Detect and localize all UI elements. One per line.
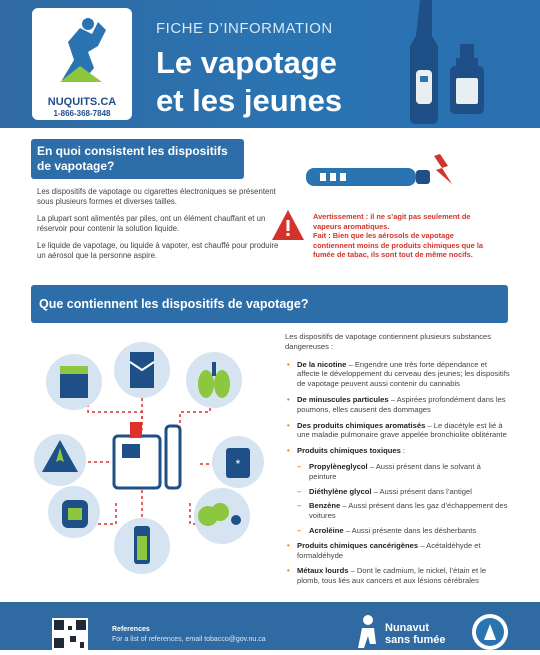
nunavut-seal-icon [472,614,508,650]
nuquits-figure-icon [32,8,132,94]
paragraph-2: La plupart sont alimentés par piles, ont un élément chauffant et un réservoir pour contenir la solution liquide. [37,214,266,233]
title-line-1: Le vapotage [156,45,337,80]
warning-triangle-icon [270,208,306,242]
substances-intro: Les dispositifs de vapotage contiennent plusieurs substances dangereuses : [285,332,492,351]
vape-mod-icon [114,422,180,488]
nuquits-logo[interactable] [32,8,132,120]
vape-pen-icon [300,148,460,192]
list-item: • Des produits chimiques aromatisés – Le diacétyle est lié à une maladie pulmonaire grave appelée bronchiolite oblitérante [287,420,507,440]
substances-list [285,332,510,592]
header-kicker: FICHE D’INFORMATION [156,20,333,37]
references-text[interactable]: For a list of references, email tobacco@gov.nu.ca [112,636,266,643]
list-item: • Produits chimiques toxiques : [287,446,406,456]
sub-list-item: – Propylèneglycol – Aussi présent dans le solvant à peinture [297,461,481,481]
qr-code[interactable] [52,618,88,650]
list-item: • De la nicotine – Engendre une très forte dépendance et affecte le développement du cerveau des jeunes; les dispositifs de vapotage peuvent aussi contenir du cannabis [287,359,510,389]
references-title: References [112,626,150,633]
section-heading-what-are: En quoi consistent les dispositifs de vapotage? [31,139,244,179]
paint-bucket-icon [46,354,102,410]
government-seal [472,614,508,650]
page-title [156,44,396,120]
exhaust-car-icon [194,488,250,544]
qr-code-icon [52,618,88,650]
list-item: • Métaux lourds – Dont le cadmium, le nickel, l’étain et le plomb, tous liés aux cancers et aux lésions cérébrales [287,566,487,586]
warning-text [313,212,488,260]
brand-line-1: Nunavut [385,622,429,634]
lungs-icon [186,352,242,408]
nunavut-sans-fumee-logo [385,622,455,646]
sub-list-item: – Diéthylène glycol – Aussi présent dans l’antigel [297,486,472,496]
paragraph-3: Le liquide de vapotage, ou liquide à vapoter, est chauffé pour produire un aérosol que la personne aspire. [37,241,279,260]
smoke-free-figure-icon [352,614,382,650]
cigarette-pack-icon [114,342,170,398]
cannabis-sign-icon [34,434,86,486]
vape-devices-illustration [400,0,510,128]
logo-phone: 1-866-368-7848 [53,109,111,118]
paragraph-1: Les dispositifs de vapotage ou cigarettes électroniques se présentent sous plusieurs formes et diverses tailles. [37,187,276,206]
pesticide-sprayer-icon [48,486,100,538]
section-heading-contents: Que contiennent les dispositifs de vapotage? [31,285,508,323]
title-line-2: et les jeunes [156,83,343,118]
antifreeze-bottle-icon [212,436,264,488]
logo-name: NUQUITS.CA [47,96,117,108]
sub-list-item: – Acroléine – Aussi présente dans les désherbants [297,525,477,535]
list-item: • De minuscules particules – Aspirées profondément dans les poumons, elles causent des dommages [287,394,506,414]
warning-line-2: Fait : Bien que les aérosols de vapotage contiennent moins de produits chimiques que la fumée de tabac, ils sont tout de même nocifs. [313,231,484,260]
warning-line-1: Avertissement : il ne s’agit pas seulement de vapeurs aromatiques. [313,212,471,231]
svg-text:*: * [235,457,241,471]
hazards-illustration [30,340,270,590]
sub-list-item: – Benzène – Aussi présent dans les gaz d’échappement des voitures [297,501,508,521]
brand-line-2: sans fumée [385,634,446,646]
list-item: • Produits chimiques cancérigènes – Acétaldéhyde et formaldéhyde [287,540,481,560]
battery-icon [114,518,170,574]
